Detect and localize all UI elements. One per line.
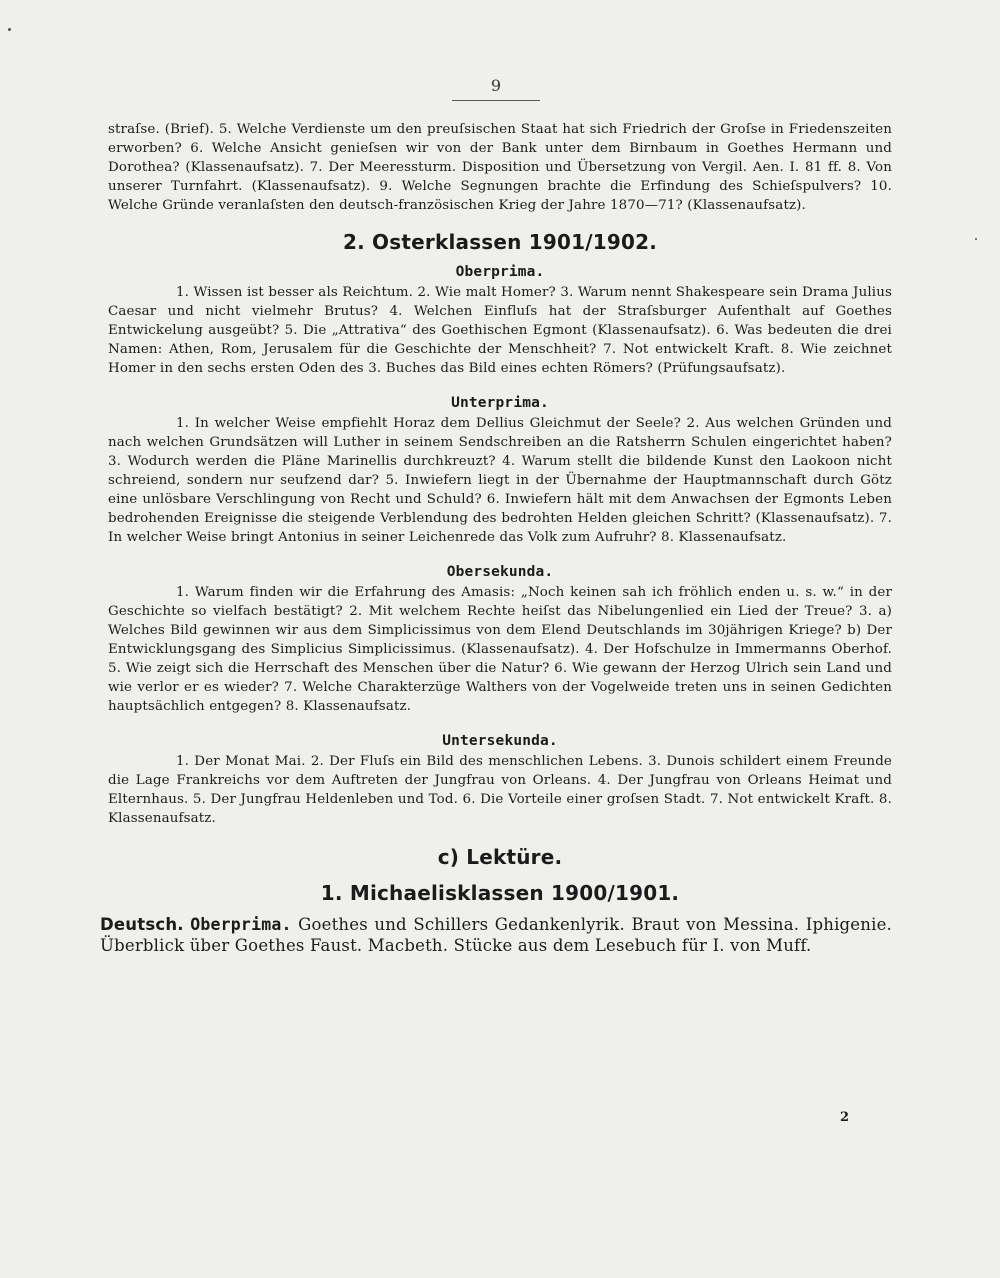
heading-oberprima: Oberprima.	[455, 264, 545, 280]
scan-speck	[975, 238, 977, 240]
deutsch-entry-text: Goethes und Schillers Gedankenlyrik. Braut von Messina. Iphigenie. Überblick über Goethes Faust. Macbeth. Stücke aus dem Lesebuch für I. von Muff.	[100, 915, 892, 955]
signature-mark: 2	[840, 1110, 850, 1125]
section-title-lekture: c) Lektüre.	[437, 845, 563, 869]
subject-deutsch: Deutsch.	[100, 915, 184, 934]
heading-untersekunda: Untersekunda.	[442, 733, 558, 749]
heading-obersekunda: Obersekunda.	[446, 564, 554, 580]
paragraph-unterprima: 1. In welcher Weise empfiehlt Horaz dem Dellius Gleichmut der Seele? 2. Aus welchen Gründen und nach welchen Grundsätzen will Luther in seinem Sendschreiben an die Ratsherrn Schulen eingerichtet haben? 3. Wodurch werden die Pläne Marinellis durchkreuzt? 4. Warum stellt die bildende Kunst den Laokoon nicht schreiend, sondern nur seufzend dar? 5. Inwiefern liegt in der Übernahme der Hauptmannschaft durch Götz eine unlösbare Verschlingung von Recht und Schuld? 6. Inwiefern hält mit dem Anwachsen der Egmonts Leben bedrohenden Ereignisse die steigende Verblendung des bedrohten Helden gleichen Schritt? (Klassenaufsatz). 7. In welcher Weise bringt Antonius in seiner Leichenrede das Volk zum Aufruhr? 8. Klassenaufsatz.	[108, 416, 892, 545]
class-oberprima: Oberprima.	[190, 915, 292, 934]
intro-paragraph: straſse. (Brief). 5. Welche Verdienste um den preuſsischen Staat hat sich Friedrich der Groſse in Friedenszeiten erworben? 6. Welche Ansicht genieſsen wir von der Bank unter dem Birnbaum in Goethes Hermann und Dorothea? (Klassenaufsatz). 7. Der Meeressturm. Disposition und Übersetzung von Vergil. Aen. I. 81 ff. 8. Von unserer Turnfahrt. (Klassenaufsatz). 9. Welche Segnungen brachte die Erfindung des Schieſspulvers? 10. Welche Gründe veranlaſsten den deutsch-französischen Krieg der Jahre 1870—71? (Klassenaufsatz).	[108, 122, 892, 213]
heading-unterprima: Unterprima.	[451, 395, 549, 411]
section-title-osterklassen: 2. Osterklassen 1901/1902.	[342, 230, 658, 254]
page-number-rule	[452, 100, 540, 101]
paragraph-untersekunda: 1. Der Monat Mai. 2. Der Fluſs ein Bild des menschlichen Lebens. 3. Dunois schildert einem Freunde die Lage Frankreichs vor dem Auftreten der Jungfrau von Orleans. 4. Der Jungfrau von Orleans Heimat und Elternhaus. 5. Der Jungfrau Heldenleben und Tod. 6. Die Vorteile einer groſsen Stadt. 7. Not entwickelt Kraft. 8. Klassenaufsatz.	[108, 754, 892, 826]
page-number: 9	[490, 76, 502, 95]
scan-speck	[8, 28, 11, 31]
deutsch-entry	[100, 914, 892, 956]
paragraph-obersekunda: 1. Warum finden wir die Erfahrung des Amasis: „Noch keinen sah ich fröhlich enden u. s. w.“ in der Geschichte so vielfach bestätigt? 2. Mit welchem Rechte heiſst das Nibelungenlied ein Lied der Treue? 3. a) Welches Bild gewinnen wir aus dem Simplicissimus von dem Elend Deutschlands im 30jährigen Kriege? b) Der Entwicklungsgang des Simplicius Simplicissimus. (Klassenaufsatz). 4. Der Hofschulze in Immermanns Oberhof. 5. Wie zeigt sich die Herrschaft des Menschen über die Natur? 6. Wie gewann der Herzog Ulrich sein Land und wie verlor er es wieder? 7. Welche Charakterzüge Walthers von der Vogelweide treten uns in seinen Gedichten hauptsächlich entgegen? 8. Klassenaufsatz.	[108, 585, 892, 714]
section-title-michaelisklassen: 1. Michaelisklassen 1900/1901.	[320, 881, 680, 905]
paragraph-oberprima: 1. Wissen ist besser als Reichtum. 2. Wie malt Homer? 3. Warum nennt Shakespeare sein Drama Julius Caesar und nicht vielmehr Brutus? 4. Welchen Einfluſs hat der Straſsburger Aufenthalt auf Goethes Entwickelung ausgeübt? 5. Die „Attrativa“ des Goethischen Egmont (Klassenaufsatz). 6. Was bedeuten die drei Namen: Athen, Rom, Jerusalem für die Geschichte der Menschheit? 7. Not entwickelt Kraft. 8. Wie zeichnet Homer in den sechs ersten Oden des 3. Buches das Bild eines echten Römers? (Prüfungsaufsatz).	[108, 285, 892, 376]
document-body	[100, 120, 892, 956]
